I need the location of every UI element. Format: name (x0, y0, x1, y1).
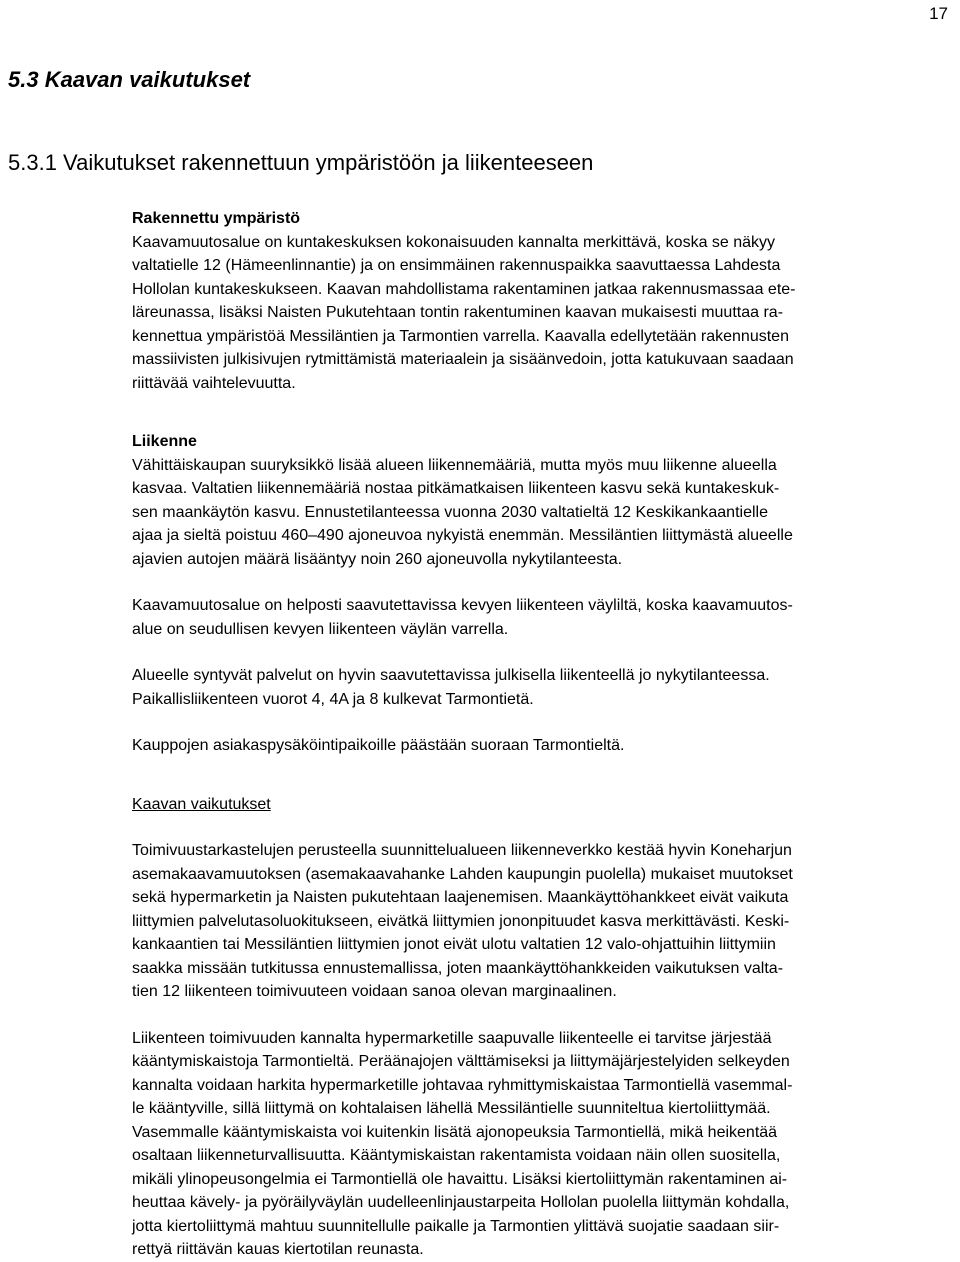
document-body (132, 207, 948, 1262)
page-number: 17 (929, 4, 948, 23)
traffic-paragraph-1: Vähittäiskaupan suuryksikkö lisää alueen liikennemääriä, mutta myös muu liikenne alueella kasvaa. Valtatien liikennemääriä nostaa pitkämatkaisen liikenteen kasvu sekä kuntakeskuk- sen maankäytön kasvu. Ennustetilanteessa vuonna 2030 valtatieltä 12 Keskikankaantielle ajaa ja sieltä poistuu 460–490 ajoneuvoa nykyistä enemmän. Messiläntien liittymästä alueelle ajavien autojen määrä lisääntyy noin 260 ajoneuvolla nykytilanteesta. (132, 456, 793, 568)
plan-effects-heading: Kaavan vaikutukset (132, 795, 271, 813)
subsection-title: 5.3.1 Vaikutukset rakennettuun ympäristöön ja liikenteeseen (8, 150, 594, 175)
section-title: 5.3 Kaavan vaikutukset (8, 67, 251, 92)
traffic-paragraph-3: Alueelle syntyvät palvelut on hyvin saavutettavissa julkisella liikenteellä jo nykytilanteessa. Paikallisliikenteen vuorot 4, 4A ja 8 kulkevat Tarmontietä. (132, 667, 770, 708)
built-environment-heading: Rakennettu ympäristö (132, 210, 301, 227)
traffic-paragraph-2: Kaavamuutosalue on helposti saavutettavissa kevyen liikenteen väyliltä, koska kaavamuutos- alue on seudullisen kevyen liikenteen väylän varrella. (132, 597, 793, 638)
traffic-heading: Liikenne (132, 433, 197, 450)
plan-effects-paragraph-1: Toimivuustarkastelujen perusteella suunnittelualueen liikenneverkko kestää hyvin Koneharjun asemakaavamuutoksen (asemakaavahanke Lahden kaupungin puolella) mukaiset muutokset sekä hypermarketin ja Naisten pukutehtaan laajenemisen. Maankäyttöhankkeet eivät vaikuta liittymien palvelutasoluokitukseen, eivätkä liittymien jononpituudet kasva merkittävästi. Keski- kankaantien tai Messiläntien liittymien jonot eivät ulotu valtatien 12 valo-ohjattuihin liittymiin saakka missään tutkitussa ennustemallissa, joten maankäyttöhankkeiden vaikutuksen valta- tien 12 liikenteen toimivuuteen voidaan sanoa olevan marginaalinen. (132, 842, 793, 1000)
traffic-paragraph-4: Kauppojen asiakaspysäköintipaikoille päästään suoraan Tarmontieltä. (132, 737, 625, 754)
built-environment-paragraph: Kaavamuutosalue on kuntakeskuksen kokonaisuuden kannalta merkittävä, koska se näkyy valtatielle 12 (Hämeenlinnantie) ja on ensimmäinen rakennuspaikka saavuttaessa Lahdesta Hollolan kuntakeskukseen. Kaavan mahdollistama rakentaminen jatkaa rakennusmassaa ete- läreunassa, lisäksi Naisten Pukutehtaan tontin rakentuminen kaavan mukaisesti muuttaa ra- kennettua ympäristöä Messiläntien ja Tarmontien varrella. Kaavalla edellytetään rakennusten massiivisten julkisivujen rytmittämistä materiaalein ja sisäänvedoin, jotta katukuvaan saadaan riittävää vaihtelevuutta. (132, 233, 796, 392)
plan-effects-paragraph-2: Liikenteen toimivuuden kannalta hypermarketille saapuvalle liikenteelle ei tarvitse järjestää kääntymiskaistoja Tarmontieltä. Peräänajojen välttämiseksi ja liittymäjärjestelyiden selkeyden kannalta voidaan harkita hypermarketille johtavaa ryhmittymiskaistaa Tarmontiellä vasemmal- le kääntyville, sillä liittymä on kohtalaisen lähellä Messiläntielle suunniteltua kiertoliittymää. Vasemmalle kääntymiskaista voi kuitenkin lisätä ajonopeuksia Tarmontiellä, mikä heikentää osaltaan liikenneturvallisuutta. Kääntymiskaistan rakentamista voidaan näin ollen suositella, mikäli ylinopeusongelmia ei Tarmontiellä ole havaittu. Lisäksi kiertoliittymän rakentaminen ai- heuttaa kävely- ja pyöräilyväylän uudelleenlinjaustarpeita Hollolan puolella liittymän kohdalla, jotta kiertoliittymä mahtuu suunnitellulle paikalle ja Tarmontien ylittävä suojatie saadaan siir- rettyä riittävän kauas kiertotilan reunasta. (132, 1029, 793, 1258)
